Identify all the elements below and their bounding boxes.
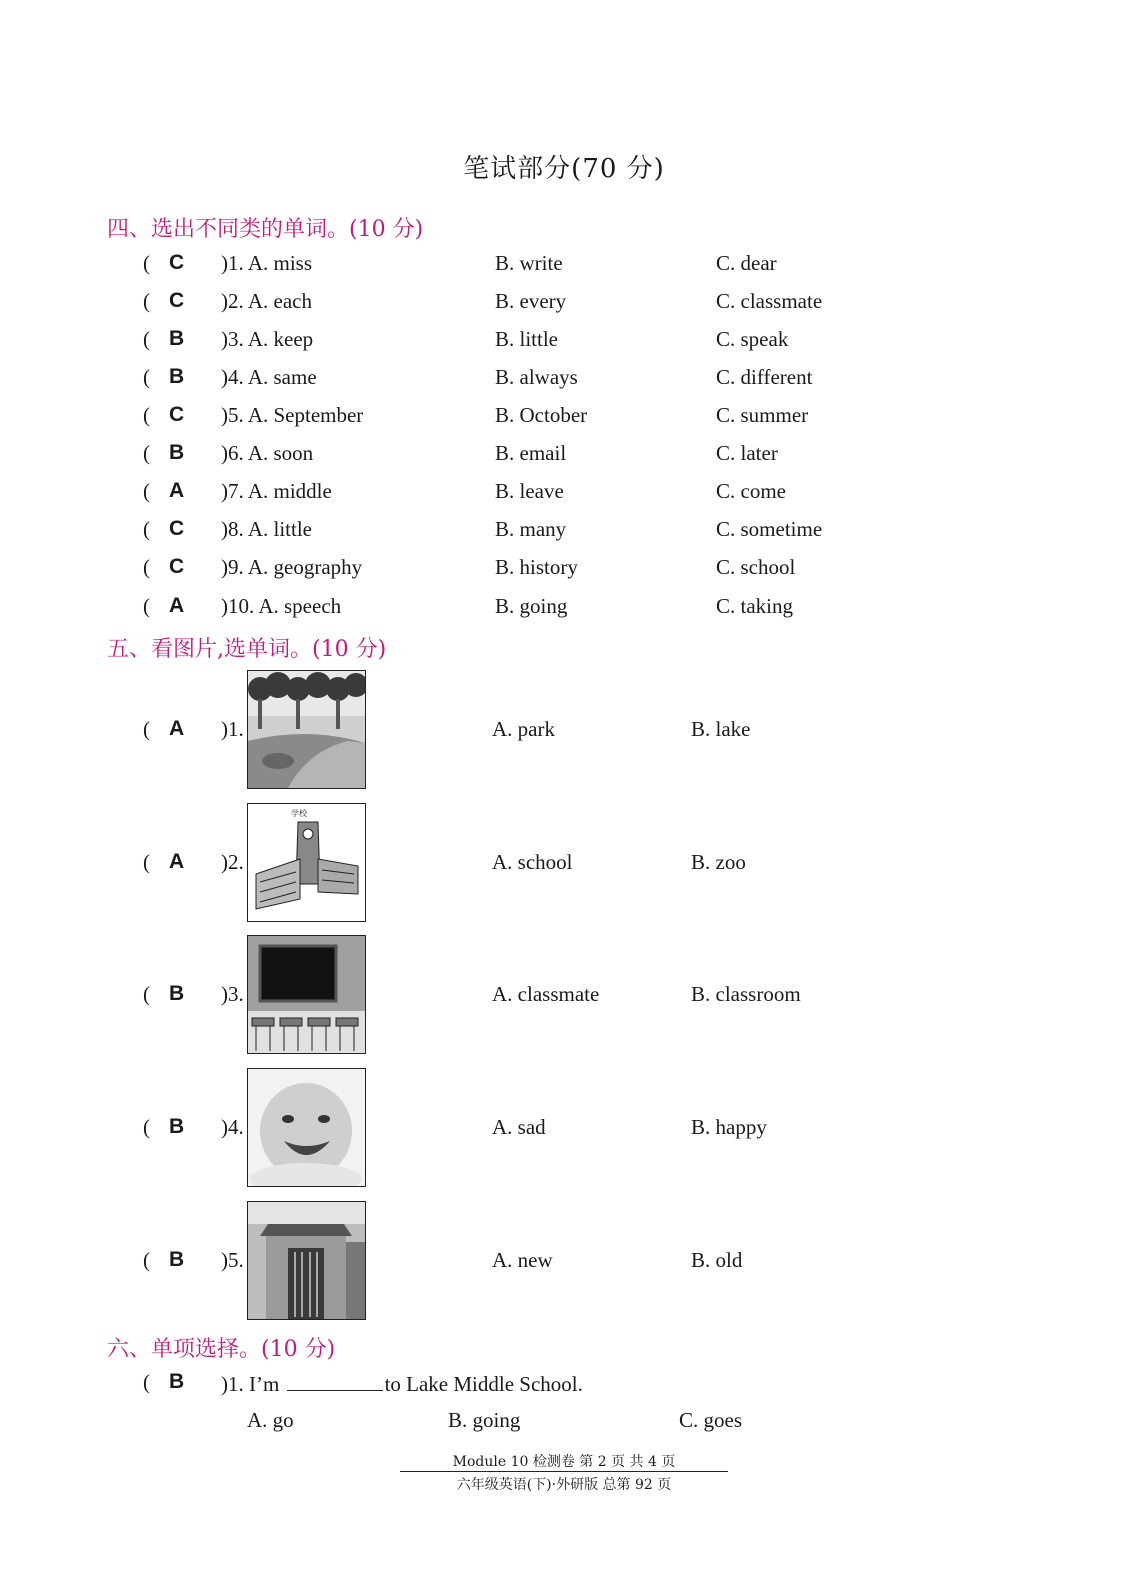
answer: C [169,555,185,578]
option-a: )9. A. geography [221,555,363,579]
park-picture [247,670,366,789]
footer-line-2: 六年级英语(下)·外研版 总第 92 页 [456,1477,672,1493]
old-gate-picture [247,1201,366,1320]
open-paren: ( [143,365,150,389]
answer: A [169,717,185,740]
open-paren: ( [143,982,150,1006]
question-number: )1. [221,717,244,741]
open-paren: ( [143,1370,150,1394]
option-b: B. every [495,289,567,313]
option-b: B. happy [691,1115,767,1139]
option-a: A. classmate [492,982,600,1006]
school-sign-label: 学校 [291,809,307,818]
option-c: C. school [716,555,796,579]
option-c: C. speak [716,327,789,351]
option-b: B. little [495,327,558,351]
section-4-heading: 四、选出不同类的单词。(10 分) [107,217,424,242]
option-c: C. different [716,365,813,389]
option-b: B. lake [691,717,751,741]
open-paren: ( [143,479,150,503]
option-b: B. going [495,594,568,618]
option-a: )1. A. miss [221,251,313,275]
option-b: B. zoo [691,850,746,874]
answer: A [169,479,185,502]
open-paren: ( [143,441,150,465]
option-a: A. park [492,717,555,741]
answer: A [169,594,185,617]
answer: B [169,1248,185,1271]
option-a: A. go [247,1408,294,1432]
open-paren: ( [143,850,150,874]
answer: C [169,251,185,274]
option-b: B. classroom [691,982,801,1006]
option-c: C. taking [716,594,793,618]
answer: B [169,1370,185,1393]
option-b: B. history [495,555,578,579]
option-c: C. dear [716,251,777,275]
option-a: )10. A. speech [221,594,342,618]
option-a: )3. A. keep [221,327,314,351]
open-paren: ( [143,251,150,275]
option-a: A. school [492,850,573,874]
option-b: B. old [691,1248,743,1272]
answer: C [169,289,185,312]
open-paren: ( [143,717,150,741]
question-number: )5. [221,1248,244,1272]
question-stem [221,1370,583,1397]
option-b: B. going [448,1408,521,1432]
answer: C [169,403,185,426]
baby-picture [247,1068,366,1187]
open-paren: ( [143,403,150,427]
footer-divider [400,1471,728,1472]
section-5-heading: 五、看图片,选单词。(10 分) [107,637,387,662]
option-b: B. October [495,403,588,427]
option-a: )5. A. September [221,403,364,427]
option-c: C. summer [716,403,809,427]
option-c: C. goes [679,1408,742,1432]
open-paren: ( [143,517,150,541]
answer: B [169,441,185,464]
answer-blank [287,1370,383,1391]
footer-line-1: Module 10 检测卷 第 2 页 共 4 页 [452,1454,676,1470]
option-a: )2. A. each [221,289,312,313]
option-b: B. always [495,365,578,389]
open-paren: ( [143,327,150,351]
stem-before: )1. I’m [221,1372,280,1396]
open-paren: ( [143,289,150,313]
option-b: B. email [495,441,567,465]
option-b: B. many [495,517,567,541]
open-paren: ( [143,1115,150,1139]
option-a: )8. A. little [221,517,312,541]
option-c: C. later [716,441,778,465]
page-title: 笔试部分(70 分) [463,154,665,184]
option-c: C. come [716,479,786,503]
question-number: )3. [221,982,244,1006]
question-number: )2. [221,850,244,874]
answer: B [169,1115,185,1138]
question-number: )4. [221,1115,244,1139]
open-paren: ( [143,555,150,579]
answer: C [169,517,185,540]
option-a: A. new [492,1248,553,1272]
section-6-heading: 六、单项选择。(10 分) [107,1337,336,1362]
open-paren: ( [143,594,150,618]
answer: A [169,850,185,873]
answer: B [169,327,185,350]
option-a: )6. A. soon [221,441,314,465]
school-picture [247,803,366,922]
answer: B [169,982,185,1005]
option-a: )4. A. same [221,365,317,389]
option-a: )7. A. middle [221,479,332,503]
option-a: A. sad [492,1115,546,1139]
stem-after: to Lake Middle School. [384,1372,583,1396]
classroom-picture [247,935,366,1054]
option-c: C. sometime [716,517,823,541]
answer: B [169,365,185,388]
option-b: B. write [495,251,563,275]
open-paren: ( [143,1248,150,1272]
option-b: B. leave [495,479,564,503]
option-c: C. classmate [716,289,823,313]
